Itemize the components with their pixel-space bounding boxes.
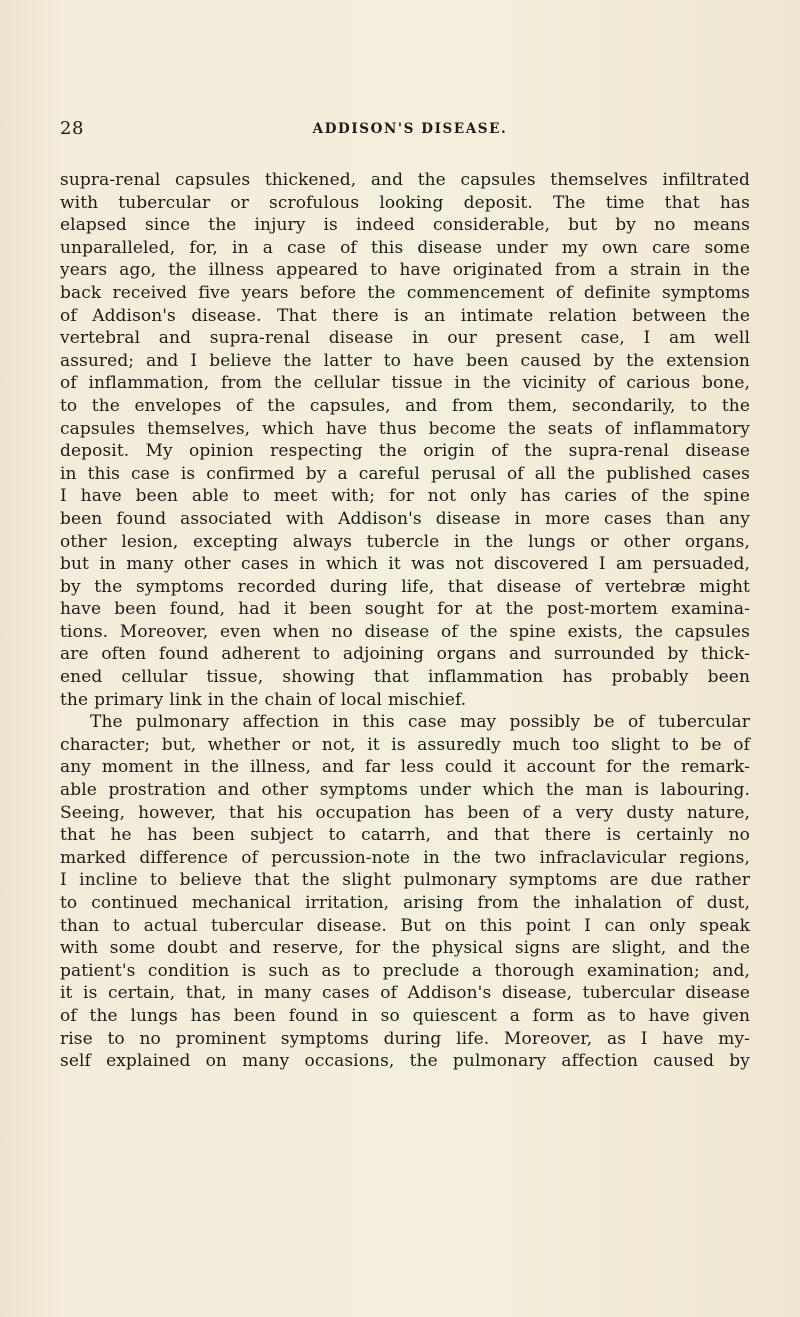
text-line: with some doubt and reserve, for the physical signs are slight, and the [60, 938, 750, 959]
page-number: 28 [60, 118, 84, 139]
text-line: ened cellular tissue, showing that inflammation has probably been [60, 667, 750, 688]
text-line: vertebral and supra-renal disease in our present case, I am well [60, 328, 750, 349]
text-line: tions. Moreover, even when no disease of the spine exists, the capsules [60, 621, 750, 642]
text-line: Seeing, however, that his occupation has been of a very dusty nature, [60, 802, 750, 823]
body-text [60, 169, 750, 1073]
text-line: of inflammation, from the cellular tissue in the vicinity of carious bone, [60, 373, 750, 394]
text-line: capsules themselves, which have thus become the seats of inflammatory [60, 418, 750, 439]
paragraph-end-line: the primary link in the chain of local mischief. [60, 689, 467, 710]
text-line: have been found, had it been sought for at the post-mortem examina- [60, 599, 750, 620]
text-line: I incline to believe that the slight pulmonary symptoms are due rather [60, 870, 750, 891]
text-line: of Addison's disease. That there is an intimate relation between the [60, 305, 750, 326]
text-line: by the symptoms recorded during life, that disease of vertebræ might [60, 576, 750, 597]
text-line: it is certain, that, in many cases of Addison's disease, tubercular disease [60, 983, 750, 1004]
text-line: other lesion, excepting always tubercle in the lungs or other organs, [60, 531, 750, 552]
running-head: ADDISON'S DISEASE. [312, 121, 508, 137]
text-line: of the lungs has been found in so quiescent a form as to have given [60, 1005, 750, 1026]
text-line: elapsed since the injury is indeed considerable, but by no means [60, 215, 750, 236]
text-line: patient's condition is such as to preclude a thorough examination; and, [60, 960, 750, 981]
text-line: unparalleled, for, in a case of this disease under my own care some [60, 237, 750, 258]
text-line: in this case is confirmed by a careful perusal of all the published cases [60, 463, 750, 484]
text-line: years ago, the illness appeared to have originated from a strain in the [60, 260, 750, 281]
page-header [60, 118, 760, 142]
text-line: supra-renal capsules thickened, and the capsules themselves infiltrated [60, 170, 750, 190]
text-line: with tubercular or scrofulous looking deposit. The time that has [60, 192, 750, 213]
text-line: been found associated with Addison's disease in more cases than any [60, 508, 750, 529]
paragraph-start-line: The pulmonary affection in this case may possibly be of tubercular [90, 712, 750, 733]
text-line: rise to no prominent symptoms during life. Moreover, as I have my- [60, 1028, 750, 1049]
text-line: assured; and I believe the latter to have been caused by the extension [60, 350, 750, 371]
text-line: deposit. My opinion respecting the origin of the supra-renal disease [60, 441, 750, 462]
text-line: self explained on many occasions, the pulmonary affection caused by [60, 1051, 750, 1072]
text-line: I have been able to meet with; for not only has caries of the spine [60, 486, 750, 507]
text-line: back received five years before the commencement of definite symptoms [60, 282, 750, 303]
text-line: able prostration and other symptoms under which the man is labouring. [60, 780, 750, 801]
text-line: but in many other cases in which it was not discovered I am persuaded, [60, 554, 750, 575]
text-line: are often found adherent to adjoining organs and surrounded by thick- [60, 644, 750, 665]
text-line: than to actual tubercular disease. But on this point I can only speak [60, 915, 750, 936]
text-line: to continued mechanical irritation, arising from the inhalation of dust, [60, 893, 750, 913]
text-line: to the envelopes of the capsules, and from them, secondarily, to the [60, 395, 750, 416]
text-line: character; but, whether or not, it is assuredly much too slight to be of [60, 734, 750, 755]
text-line: that he has been subject to catarrh, and that there is certainly no [60, 825, 750, 846]
text-line: any moment in the illness, and far less could it account for the remark- [60, 757, 750, 778]
text-line: marked difference of percussion-note in the two infraclavicular regions, [60, 847, 750, 868]
